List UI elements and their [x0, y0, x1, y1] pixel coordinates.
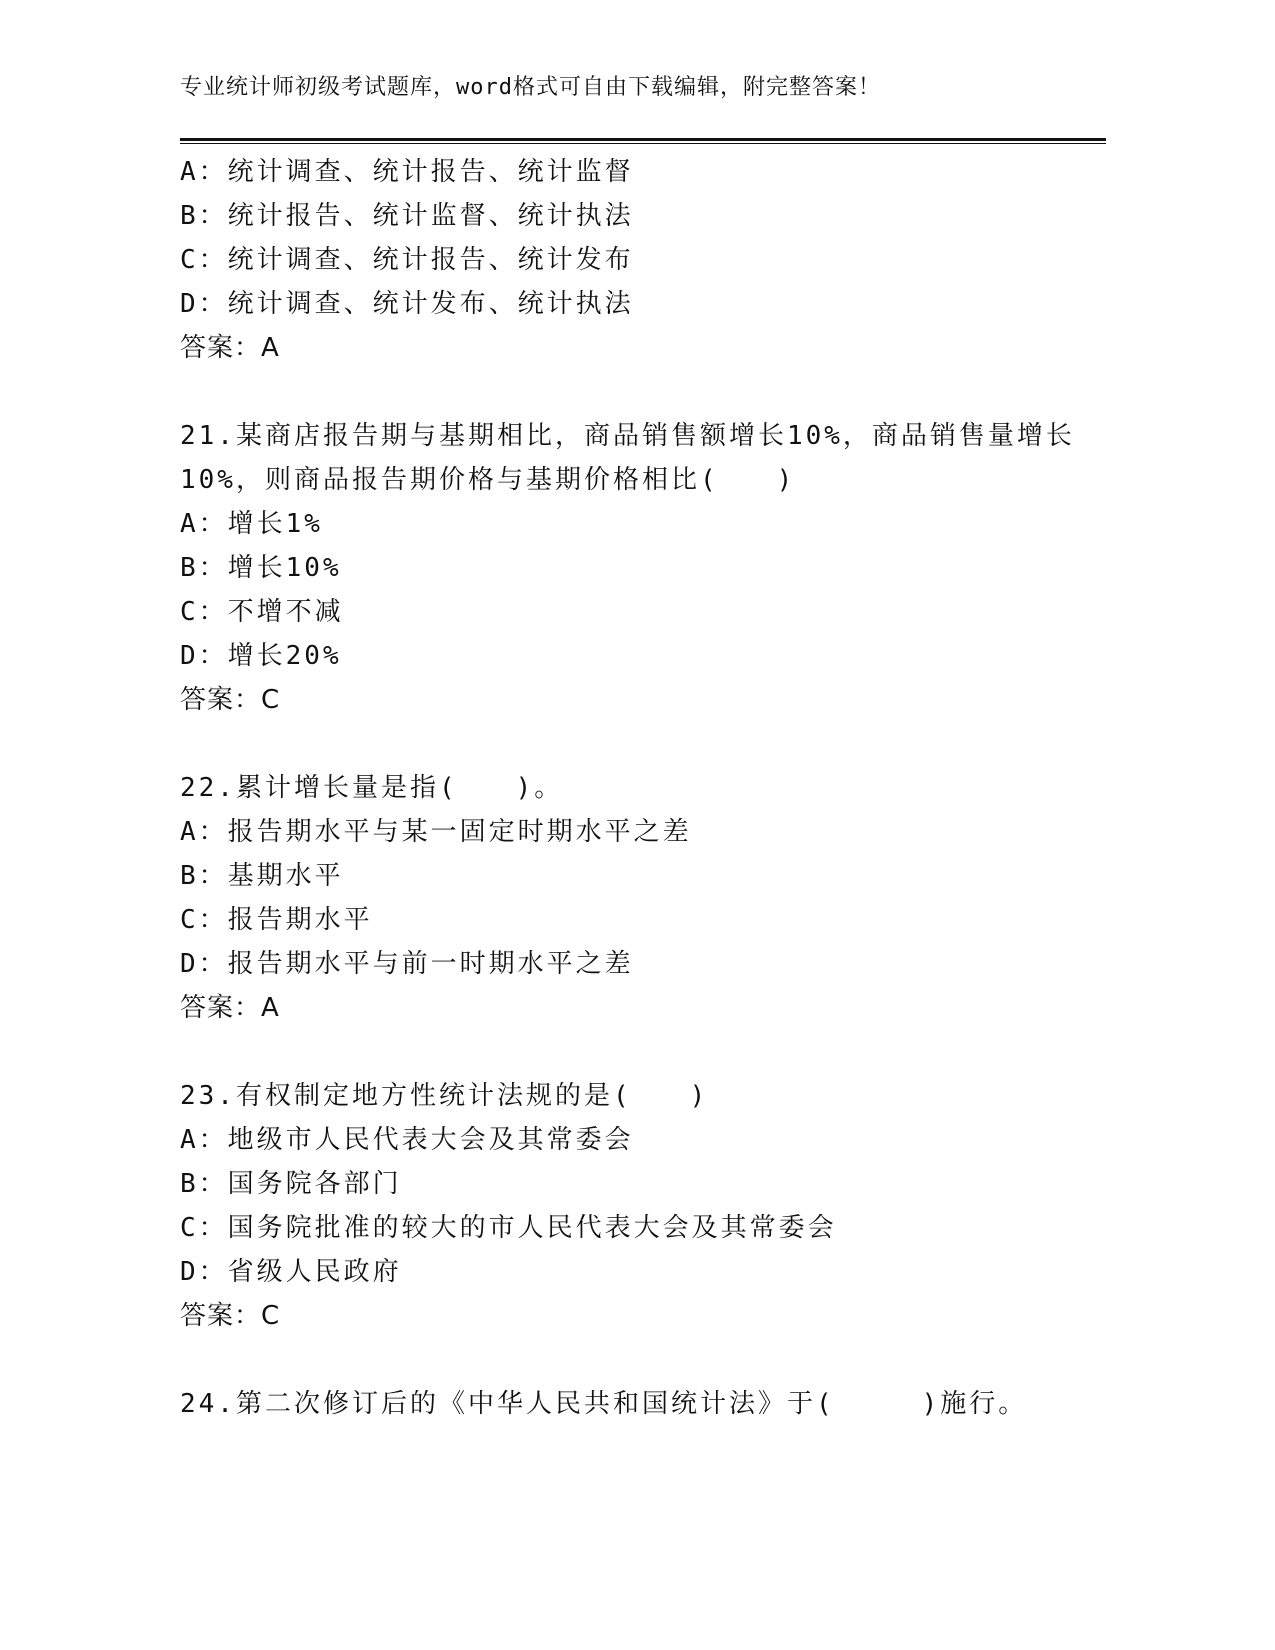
question-stem: 21.某商店报告期与基期相比，商品销售额增长10%，商品销售量增长: [180, 421, 1075, 451]
question-block-22: [180, 766, 1110, 1030]
question-block-23: [180, 1074, 1110, 1338]
spacer: [180, 370, 1110, 414]
option-d: D：省级人民政府: [180, 1257, 402, 1287]
question-block-24: [180, 1382, 1110, 1426]
answer-line: 答案：A: [180, 993, 280, 1023]
question-list: [180, 150, 1110, 1426]
page-header-text: 专业统计师初级考试题库，word格式可自由下载编辑，附完整答案！: [180, 75, 881, 100]
question-block-21: [180, 414, 1110, 722]
question-stem: 22.累计增长量是指( )。: [180, 773, 564, 803]
answer-line: 答案：C: [180, 685, 281, 715]
question-stem-continued: 10%，则商品报告期价格与基期价格相比( ): [180, 465, 796, 495]
option-a: A：报告期水平与某一固定时期水平之差: [180, 817, 692, 847]
option-c: C：不增不减: [180, 597, 344, 627]
option-b: B：增长10%: [180, 553, 342, 583]
answer-line: 答案：A: [180, 333, 280, 363]
spacer: [180, 1030, 1110, 1074]
option-d: D：报告期水平与前一时期水平之差: [180, 949, 634, 979]
option-b: B：统计报告、统计监督、统计执法: [180, 201, 634, 231]
header-rule-thin: [180, 143, 1106, 144]
question-block-prev: [180, 150, 1110, 370]
spacer: [180, 722, 1110, 766]
option-a: A：地级市人民代表大会及其常委会: [180, 1125, 634, 1155]
option-c: C：报告期水平: [180, 905, 373, 935]
option-a: A：统计调查、统计报告、统计监督: [180, 157, 634, 187]
option-b: B：国务院各部门: [180, 1169, 402, 1199]
header-rule-thick: [180, 138, 1106, 141]
spacer: [180, 1338, 1110, 1382]
option-d: D：增长20%: [180, 641, 342, 671]
option-a: A：增长1%: [180, 509, 323, 539]
question-stem: 23.有权制定地方性统计法规的是( ): [180, 1081, 709, 1111]
option-c: C：统计调查、统计报告、统计发布: [180, 245, 634, 275]
option-c: C：国务院批准的较大的市人民代表大会及其常委会: [180, 1213, 837, 1243]
answer-line: 答案：C: [180, 1301, 281, 1331]
option-d: D：统计调查、统计发布、统计执法: [180, 289, 634, 319]
question-stem: 24.第二次修订后的《中华人民共和国统计法》于( )施行。: [180, 1389, 1028, 1419]
option-b: B：基期水平: [180, 861, 344, 891]
